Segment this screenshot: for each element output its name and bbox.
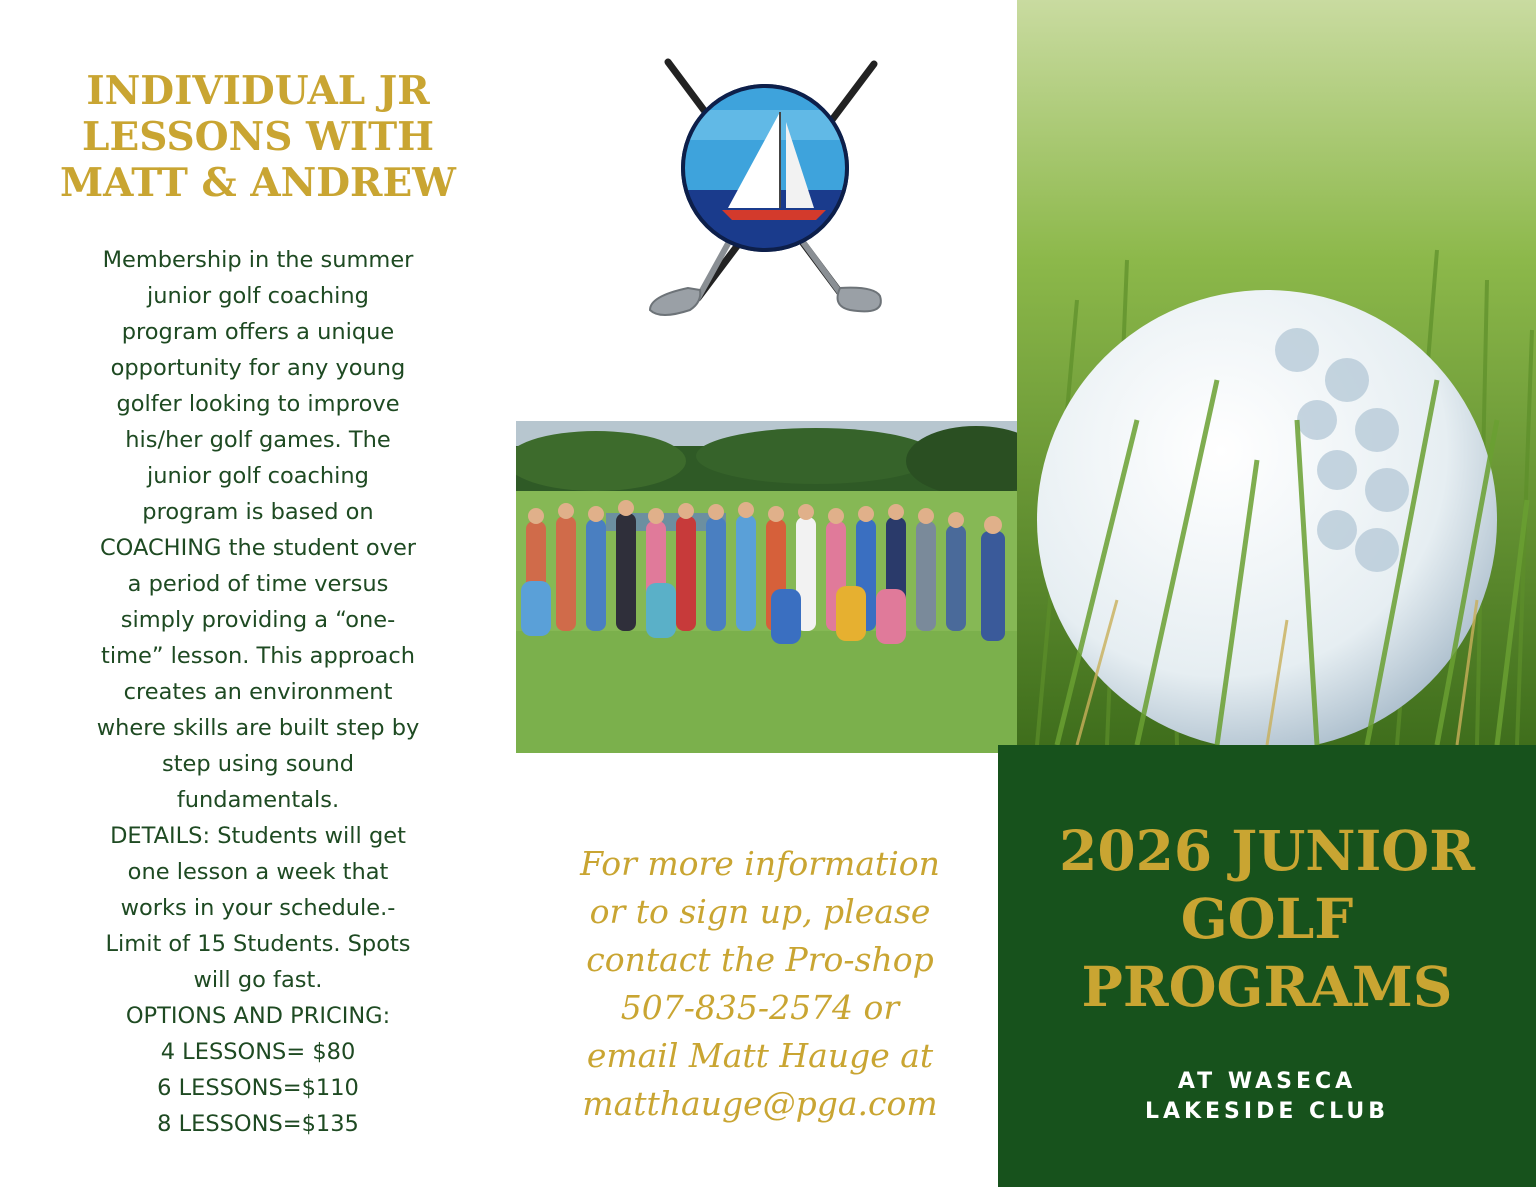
contact-line: or to sign up, please bbox=[589, 892, 931, 931]
lessons-column bbox=[28, 68, 488, 1142]
body-line: where skills are built step by bbox=[96, 715, 420, 741]
title-line: PROGRAMS bbox=[1081, 954, 1453, 1019]
golf-ball-grass-photo bbox=[1017, 0, 1536, 745]
body-line: his/her golf games. The bbox=[125, 427, 391, 453]
body-line: program is based on bbox=[142, 499, 374, 525]
pricing-heading: OPTIONS AND PRICING: bbox=[125, 1003, 391, 1029]
venue-subtitle bbox=[998, 1067, 1536, 1127]
title-line: GOLF bbox=[1180, 886, 1354, 951]
body-line: simply providing a “one- bbox=[120, 607, 396, 633]
price-line: 6 LESSONS=$110 bbox=[157, 1075, 359, 1101]
details-line: works in your schedule.- bbox=[120, 895, 396, 921]
body-line: junior golf coaching bbox=[147, 463, 369, 489]
heading-line: INDIVIDUAL JR bbox=[86, 68, 430, 114]
price-line: 8 LESSONS=$135 bbox=[157, 1111, 359, 1137]
details-line: one lesson a week that bbox=[127, 859, 389, 885]
venue-line: LAKESIDE CLUB bbox=[1144, 1099, 1390, 1124]
body-line: a period of time versus bbox=[127, 571, 389, 597]
title-line: 2026 JUNIOR bbox=[1059, 818, 1475, 883]
program-title bbox=[998, 817, 1536, 1021]
details-line: will go fast. bbox=[193, 967, 323, 993]
body-line: step using sound bbox=[161, 751, 355, 777]
venue-line: AT WASECA bbox=[1177, 1069, 1357, 1094]
contact-phone: 507-835-2574 or bbox=[620, 988, 900, 1027]
body-line: junior golf coaching bbox=[147, 283, 369, 309]
contact-email: matthauge@pga.com bbox=[582, 1084, 938, 1123]
heading-line: MATT & ANDREW bbox=[60, 160, 456, 206]
body-line: time” lesson. This approach bbox=[101, 643, 415, 669]
details-line: DETAILS: Students will get bbox=[110, 823, 406, 849]
junior-golfers-group-photo bbox=[516, 421, 1021, 753]
body-line: COACHING the student over bbox=[99, 535, 417, 561]
body-line: program offers a unique bbox=[121, 319, 395, 345]
contact-line: email Matt Hauge at bbox=[586, 1036, 934, 1075]
body-line: fundamentals. bbox=[176, 787, 340, 813]
body-line: Membership in the summer bbox=[102, 247, 414, 273]
body-line: golfer looking to improve bbox=[116, 391, 400, 417]
contact-info bbox=[560, 840, 960, 1128]
lessons-heading bbox=[28, 68, 488, 206]
heading-line: LESSONS WITH bbox=[82, 114, 434, 160]
contact-line: contact the Pro-shop bbox=[586, 940, 934, 979]
body-line: creates an environment bbox=[123, 679, 393, 705]
body-line: opportunity for any young bbox=[110, 355, 406, 381]
lessons-description bbox=[68, 242, 448, 1142]
contact-line: For more information bbox=[580, 844, 940, 883]
price-line: 4 LESSONS= $80 bbox=[160, 1039, 356, 1065]
details-line: Limit of 15 Students. Spots bbox=[105, 931, 411, 957]
golf-club-sailboat-logo bbox=[630, 50, 900, 330]
program-title-panel bbox=[998, 745, 1536, 1187]
